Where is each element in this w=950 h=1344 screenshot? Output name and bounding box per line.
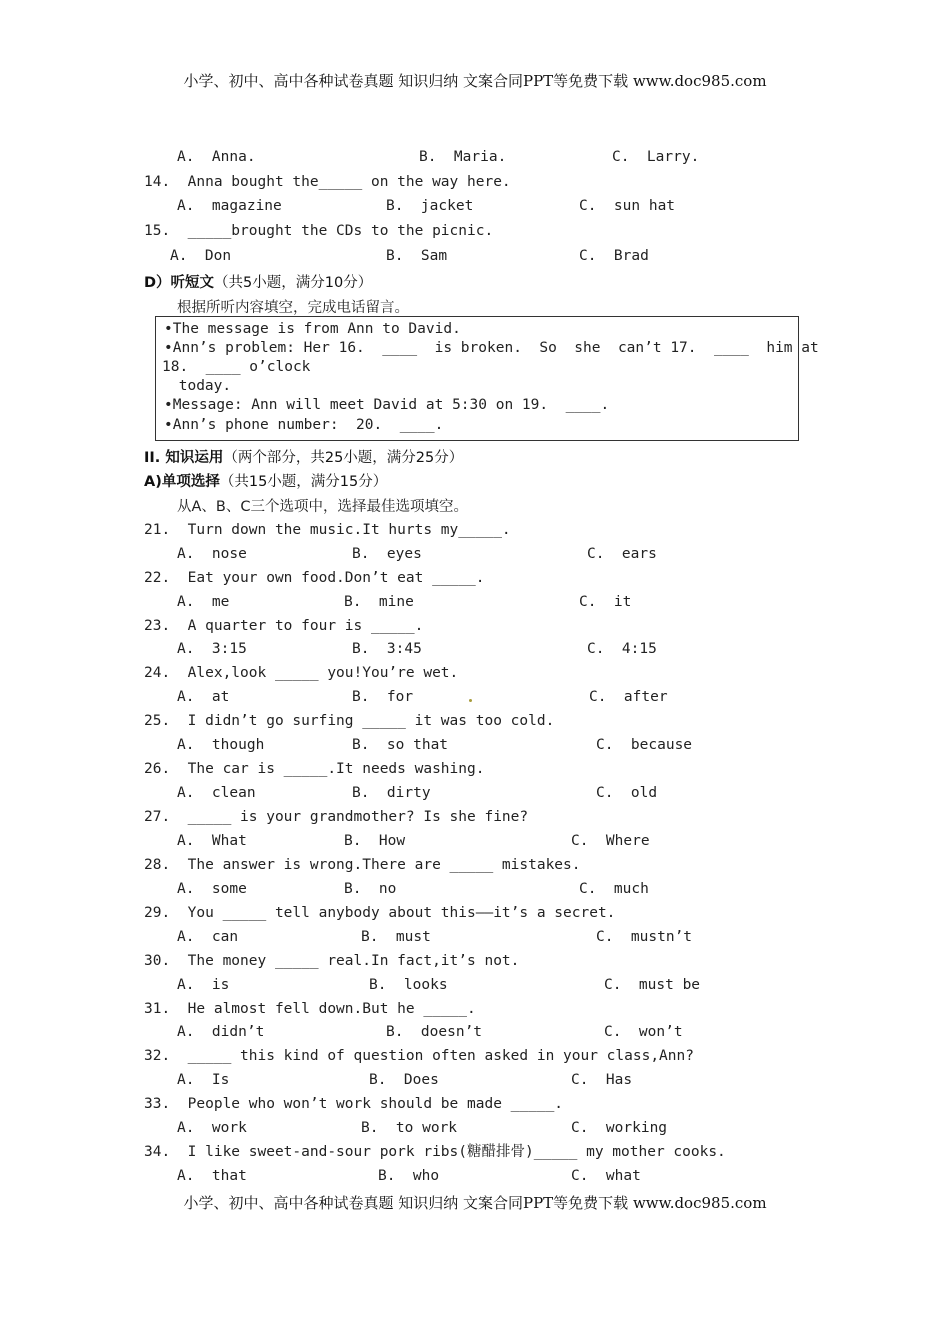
option-28b: B. no: [344, 881, 397, 897]
option-34c: C. what: [571, 1168, 641, 1184]
option-30c: C. must be: [604, 977, 701, 993]
option-29c: C. mustn’t: [596, 929, 693, 945]
question-15: 15. _____brought the CDs to the picnic.: [144, 223, 494, 239]
option-28a: A. some: [177, 881, 247, 897]
question-27: 27. _____ is your grandmother? Is she fine?: [144, 809, 529, 825]
question-25: 25. I didn’t go surfing _____ it was too cold.: [144, 713, 555, 729]
option-15b: B. Sam: [386, 248, 448, 264]
option-31b: B. doesn’t: [386, 1024, 483, 1040]
section-d-instruction: 根据所听内容填空，完成电话留言。: [177, 300, 409, 316]
option-26c: C. old: [596, 785, 658, 801]
option-26b: B. dirty: [352, 785, 431, 801]
option-13b: B. Maria.: [419, 149, 507, 165]
question-29: 29. You _____ tell anybody about this——it’s a secret.: [144, 905, 616, 921]
option-29a: A. can: [177, 929, 239, 945]
message-line-4: today.: [170, 378, 232, 394]
option-15a: A. Don: [170, 248, 232, 264]
option-14a: A. magazine: [177, 198, 282, 214]
section-a-instruction: 从A、B、C三个选项中，选择最佳选项填空。: [177, 499, 468, 515]
section-a-heading: [144, 470, 387, 491]
question-23: 23. A quarter to four is _____.: [144, 618, 424, 634]
option-26a: A. clean: [177, 785, 256, 801]
option-23c: C. 4:15: [587, 641, 657, 657]
option-31c: C. won’t: [604, 1024, 683, 1040]
question-30: 30. The money _____ real.In fact,it’s not.: [144, 953, 520, 969]
question-28: 28. The answer is wrong.There are _____ mistakes.: [144, 857, 581, 873]
option-29b: B. must: [361, 929, 431, 945]
option-24b: B. for: [352, 689, 414, 705]
option-14c: C. sun hat: [579, 198, 676, 214]
question-14: 14. Anna bought the_____ on the way here.: [144, 174, 511, 190]
option-30a: A. is: [177, 977, 230, 993]
page-header: 小学、初中、高中各种试卷真题 知识归纳 文案合同PPT等免费下载 www.doc985.com: [183, 72, 767, 90]
option-28c: C. much: [579, 881, 649, 897]
option-27c: C. Where: [571, 833, 650, 849]
option-34a: A. that: [177, 1168, 247, 1184]
question-33: 33. People who won’t work should be made _____.: [144, 1096, 564, 1112]
option-34b: B. who: [378, 1168, 440, 1184]
option-22c: C. it: [579, 594, 632, 610]
section-a-note: （共15小题，满分15分）: [219, 474, 388, 490]
section-d-heading: [144, 271, 372, 292]
section-d-note: （共5小题，满分10分）: [214, 275, 373, 291]
option-24c: C. after: [589, 689, 668, 705]
section-a-title: A)单项选择: [144, 474, 220, 490]
message-line-5: •Message: Ann will meet David at 5:30 on 19. ____.: [164, 397, 610, 413]
question-21: 21. Turn down the music.It hurts my_____.: [144, 522, 511, 538]
section-ii-note: （两个部分，共25小题，满分25分）: [223, 450, 464, 466]
message-line-6: •Ann’s phone number: 20. ____.: [164, 417, 444, 433]
question-24: 24. Alex,look _____ you!You’re wet.: [144, 665, 459, 681]
option-33b: B. to work: [361, 1120, 458, 1136]
stray-dot: [469, 699, 472, 702]
question-32: 32. _____ this kind of question often asked in your class,Ann?: [144, 1048, 694, 1064]
section-d-title: D）听短文: [144, 275, 215, 291]
option-33c: C. working: [571, 1120, 668, 1136]
option-31a: A. didn’t: [177, 1024, 265, 1040]
question-34: 34. I like sweet-and-sour pork ribs(糖醋排骨)_____ my mother cooks.: [144, 1144, 726, 1160]
option-23a: A. 3:15: [177, 641, 247, 657]
page-footer: 小学、初中、高中各种试卷真题 知识归纳 文案合同PPT等免费下载 www.doc985.com: [183, 1194, 767, 1212]
option-27a: A. What: [177, 833, 247, 849]
message-line-2: •Ann’s problem: Her 16. ____ is broken. So she can’t 17. ____ him at: [164, 340, 819, 356]
option-21c: C. ears: [587, 546, 657, 562]
question-26: 26. The car is _____.It needs washing.: [144, 761, 485, 777]
message-line-1: •The message is from Ann to David.: [164, 321, 461, 337]
question-22: 22. Eat your own food.Don’t eat _____.: [144, 570, 485, 586]
section-ii-heading: [144, 446, 463, 467]
section-ii-title: II. 知识运用: [144, 450, 224, 466]
option-32c: C. Has: [571, 1072, 633, 1088]
option-15c: C. Brad: [579, 248, 649, 264]
option-24a: A. at: [177, 689, 230, 705]
option-25c: C. because: [596, 737, 693, 753]
option-21a: A. nose: [177, 546, 247, 562]
option-13a: A. Anna.: [177, 149, 256, 165]
option-13c: C. Larry.: [612, 149, 700, 165]
option-32a: A. Is: [177, 1072, 230, 1088]
option-25b: B. so that: [352, 737, 449, 753]
option-23b: B. 3:45: [352, 641, 422, 657]
message-line-3: 18. ____ o’clock: [162, 359, 311, 375]
option-27b: B. How: [344, 833, 406, 849]
question-31: 31. He almost fell down.But he _____.: [144, 1001, 476, 1017]
option-22a: A. me: [177, 594, 230, 610]
option-25a: A. though: [177, 737, 265, 753]
option-22b: B. mine: [344, 594, 414, 610]
option-33a: A. work: [177, 1120, 247, 1136]
option-21b: B. eyes: [352, 546, 422, 562]
option-14b: B. jacket: [386, 198, 474, 214]
option-30b: B. looks: [369, 977, 448, 993]
option-32b: B. Does: [369, 1072, 439, 1088]
